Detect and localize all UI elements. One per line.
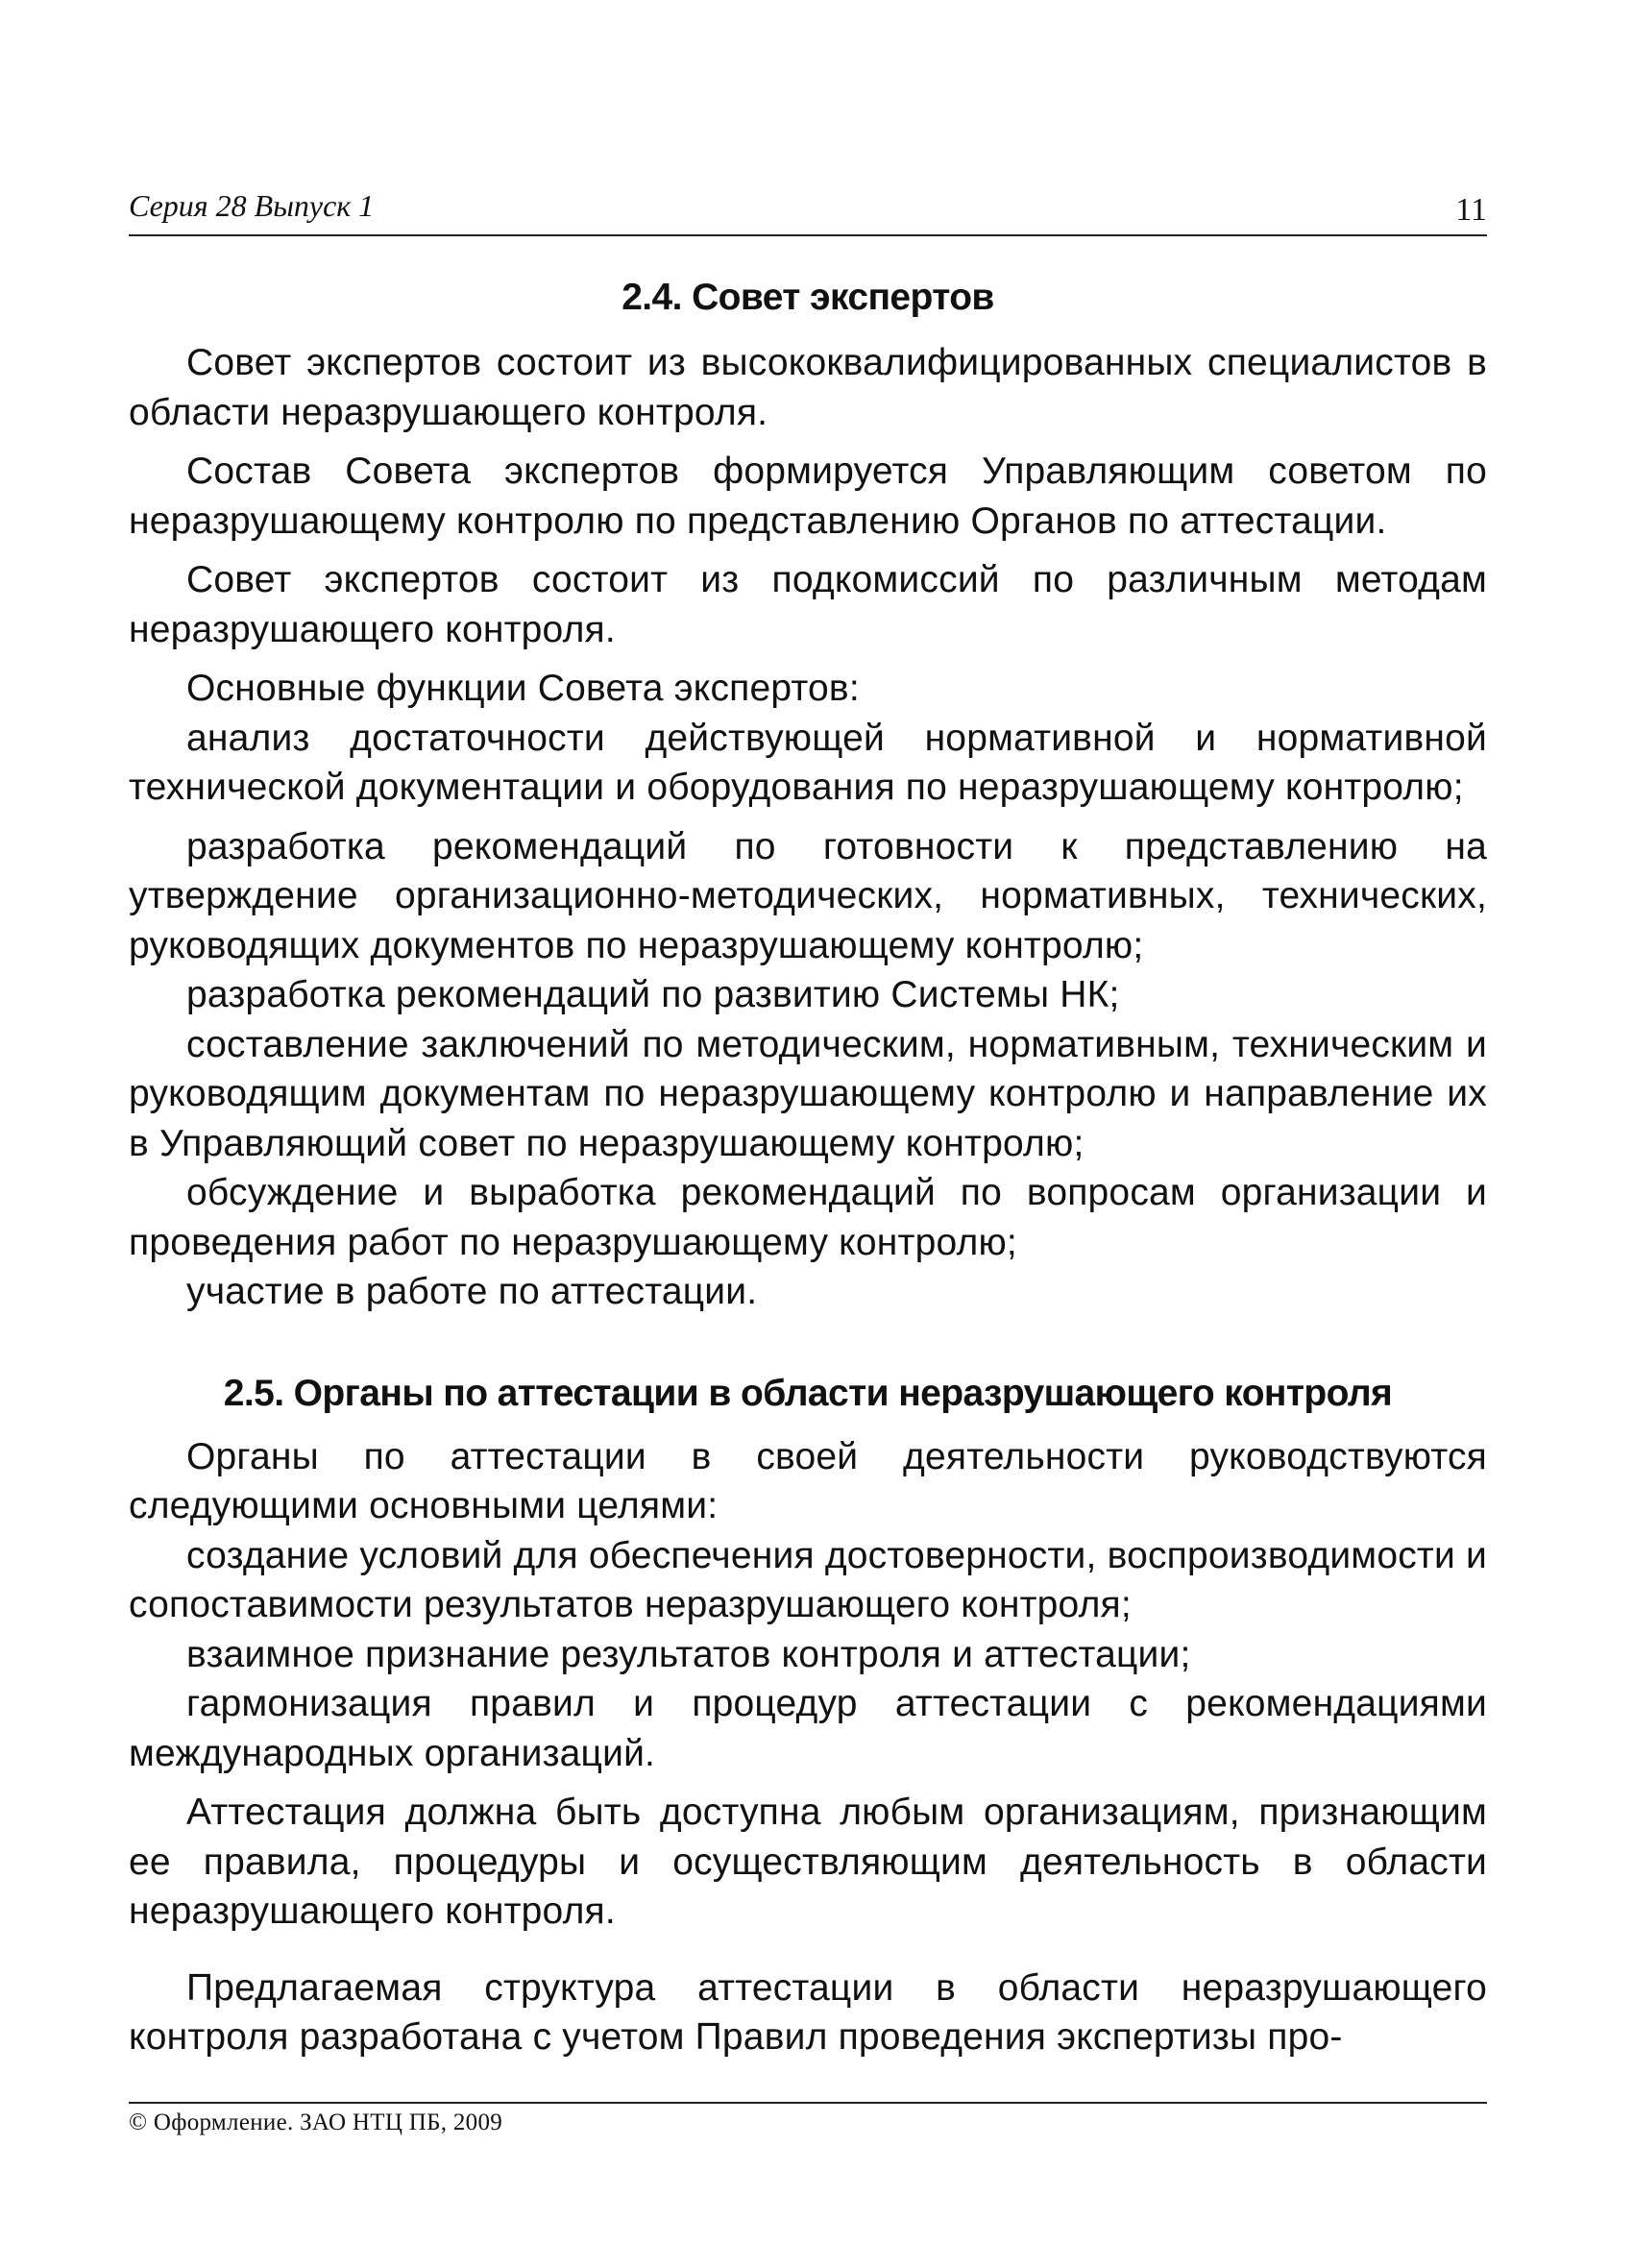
list-item: обсуждение и выработка рекомендаций по вопросам организации и проведения работ по неразрушающему контролю; [129, 1172, 1487, 1263]
paragraph: Совет экспертов состоит из высококвалифицированных специалистов в области неразрушающего контроля. [129, 342, 1487, 433]
list-item: разработка рекомендаций по развитию Системы НК; [186, 974, 1120, 1015]
footer-copyright: © Оформление. ЗАО НТЦ ПБ, 2009 [129, 2109, 503, 2135]
paragraph: Совет экспертов состоит из подкомиссий по различным методам неразрушающего контроля. [129, 559, 1487, 650]
list-item: гармонизация правил и процедур аттестации с рекомендациями международных организаций. [129, 1683, 1487, 1774]
list-item: анализ достаточности действующей нормативной и нормативной технической документации и оборудования по неразрушающему контролю; [129, 717, 1487, 808]
page-body [129, 257, 1487, 2062]
page-number: 11 [1455, 192, 1487, 228]
series-label: Серия 28 Выпуск 1 [129, 188, 375, 223]
list-item: создание условий для обеспечения достоверности, воспроизводимости и сопоставимости результатов неразрушающего контроля; [129, 1534, 1487, 1625]
header-rule [129, 234, 1487, 236]
footer-rule [129, 2102, 1487, 2104]
paragraph: Органы по аттестации в своей деятельности руководствуются следующими основными целями: [129, 1435, 1487, 1526]
paragraph: Предлагаемая структура аттестации в области неразрушающего контроля разработана с учетом Правил проведения экспертизы про- [129, 1966, 1487, 2058]
paragraph: Основные функции Совета экспертов: [186, 668, 860, 709]
paragraph: Состав Совета экспертов формируется Управляющим советом по неразрушающему контролю по представлению Органов по аттестации. [129, 451, 1487, 542]
paragraph: Аттестация должна быть доступна любым организациям, признающим ее правила, процедуры и осуществляющим деятельность в области неразрушающего контроля. [129, 1792, 1487, 1932]
list-item: участие в работе по аттестации. [186, 1271, 758, 1312]
running-header [129, 188, 1487, 236]
list-item: составление заключений по методическим, нормативным, техническим и руководящим документам по неразрушающему контролю и направление их в Управляющий совет по неразрушающему контролю; [129, 1023, 1487, 1164]
list-item: разработка рекомендаций по готовности к представлению на утверждение организационно-методических, нормативных, технических, руководящих документов по неразрушающему контролю; [129, 825, 1487, 966]
section-heading-2-5: 2.5. Органы по аттестации в области неразрушающего контроля [223, 1372, 1393, 1414]
section-heading-2-4: 2.4. Совет экспертов [622, 277, 994, 318]
list-item: взаимное признание результатов контроля и аттестации; [186, 1633, 1191, 1675]
